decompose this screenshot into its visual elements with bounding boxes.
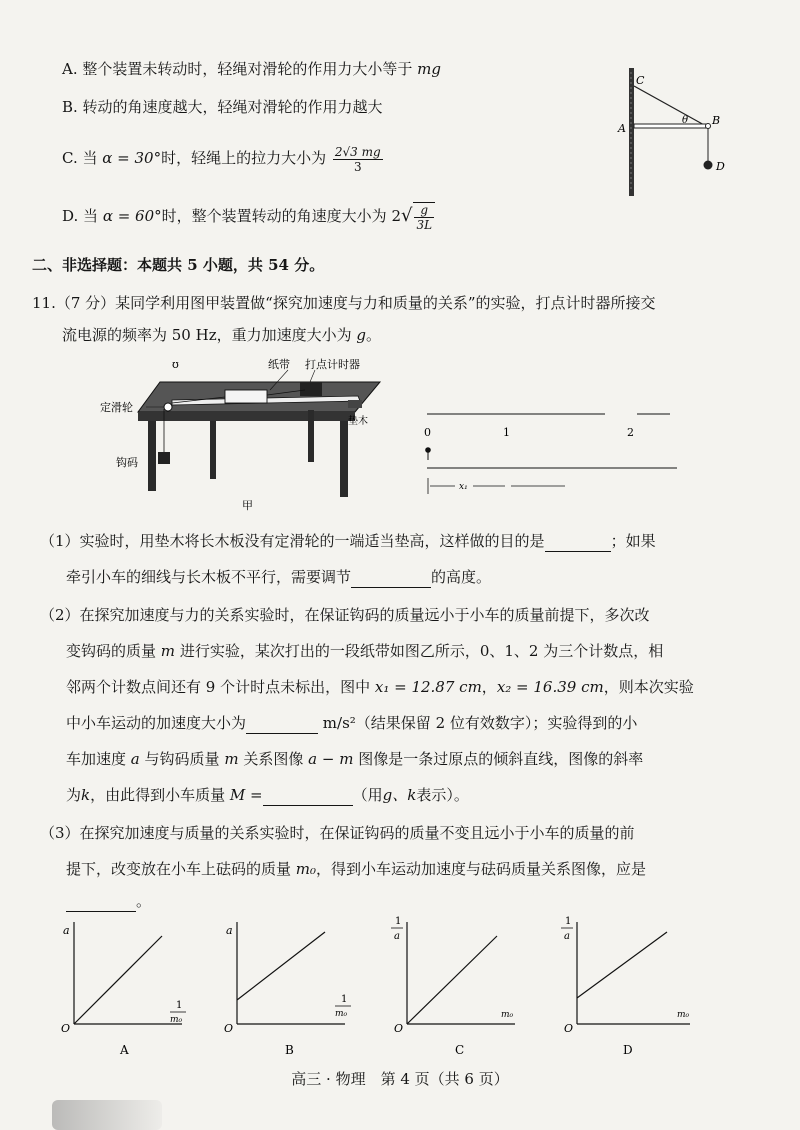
count-point-1: 1: [503, 426, 510, 439]
q11-part2-line6: 为k，由此得到小车质量 M = （用g、k表示）。: [66, 786, 469, 804]
figure-jia-apparatus: [100, 352, 400, 514]
y-axis-label: a: [63, 924, 70, 937]
dot-timer: [300, 382, 322, 396]
q11-part2-line5: 车加速度 a 与钩码质量 m 关系图像 a − m 图像是一条过原点的倾斜直线，图像的斜率: [66, 750, 644, 768]
label-timer: 打点计时器: [305, 358, 360, 371]
label-block: 垫木: [348, 416, 368, 427]
graph-caption-b: B: [285, 1043, 294, 1057]
label-d: D: [716, 160, 725, 173]
graph-line: [407, 936, 497, 1024]
q11-part1-line1: （1）实验时，用垫木将长木板没有定滑轮的一端适当垫高，这样做的目的是 ；如果: [40, 532, 656, 550]
answer-blank-1a[interactable]: [545, 535, 611, 552]
y-axis-label-num: 1: [395, 916, 402, 927]
y-axis-label: a: [226, 924, 233, 937]
q11-stem-line2: 流电源的频率为 50 Hz，重力加速度大小为 g。: [62, 326, 382, 344]
graph-caption-d: D: [623, 1043, 633, 1057]
pulley-b: [706, 124, 711, 129]
option-c-fraction: $\frac{2√3 mg}{3}$: [334, 144, 381, 174]
q11-stem-line1: 11.（7 分）某同学利用图甲装置做“探究加速度与力和质量的关系”的实验，打点计时器所接交: [32, 294, 656, 312]
answer-blank-3[interactable]: [66, 895, 136, 912]
answer-blank-1b[interactable]: [351, 571, 431, 588]
answer-blank-2b[interactable]: [263, 789, 353, 806]
cart: [225, 390, 267, 403]
fig-top-mark: ʊ: [172, 358, 179, 371]
x-axis-label-num: 1: [341, 994, 348, 1005]
option-d-radical: $\frac{g}{3L}$: [413, 202, 435, 232]
x-axis-label: m₀: [501, 1010, 514, 1020]
q11-part2-line4: 中小车运动的加速度大小为 m/s²（结果保留 2 位有效数字）；实验得到的小: [66, 714, 638, 732]
origin-label: O: [61, 1022, 71, 1035]
q11-part3-line1: （3）在探究加速度与质量的关系实验时，在保证钩码的质量不变且远小于小车的质量的前: [40, 824, 635, 842]
ball-d: [704, 161, 713, 170]
table-leg: [210, 421, 216, 479]
q11-part3-line2: 提下，改变放在小车上砝码的质量 m₀，得到小车运动加速度与砝码质量关系图像，应是: [66, 860, 647, 878]
x1-label: x₁: [459, 482, 468, 492]
weight: [158, 452, 170, 464]
graph-d: [555, 912, 700, 1062]
q11-part2-line3: 邻两个计数点间还有 9 个计时点未标出，图中 x₁ = 12.87 cm，x₂ = 16.39 cm，则本次实验: [66, 678, 694, 696]
wood-block: [348, 400, 362, 408]
figure-yi-paper-tape: [415, 398, 690, 498]
figure-caption-jia: 甲: [242, 499, 253, 512]
q11-part2-line1: （2）在探究加速度与力的关系实验时，在保证钩码的质量远小于小车的质量前提下，多次改: [40, 606, 650, 624]
x-axis-label-den: m₀: [170, 1015, 183, 1025]
pulley: [164, 403, 172, 411]
x-axis-label: m₀: [677, 1010, 690, 1020]
origin-label: O: [224, 1022, 234, 1035]
graph-line: [74, 936, 162, 1024]
q11-part3-line3: 。: [66, 890, 151, 912]
q10-figure-rotating-rod: [600, 60, 740, 200]
page-footer: 高三 · 物理 第 4 页（共 6 页）: [291, 1070, 509, 1088]
q11-part1-line2: 牵引小车的细线与长木板不平行，需要调节 的高度。: [66, 568, 492, 586]
horizontal-rod: [634, 124, 706, 128]
graph-line: [577, 932, 667, 998]
graph-caption-a: A: [120, 1043, 129, 1057]
origin-label: O: [394, 1022, 404, 1035]
graph-caption-c: C: [455, 1043, 465, 1057]
y-axis-label-num: 1: [565, 916, 572, 927]
label-pulley: 定滑轮: [100, 401, 133, 414]
origin-label: O: [564, 1022, 574, 1035]
count-point-2: 2: [627, 426, 634, 439]
table-edge: [138, 412, 355, 421]
y-axis-label-den: a: [564, 931, 570, 942]
rope-cb: [634, 86, 706, 126]
y-axis-label-den: a: [394, 931, 400, 942]
q10-option-c: C. 当 α = 30°时，轻绳上的拉力大小为 $\frac{2√3 mg}{3}$: [62, 144, 381, 174]
q10-option-d: D. 当 α = 60°时，整个装置转动的角速度大小为 2√ $\frac{g}{3L}$: [62, 196, 437, 236]
count-point-0: 0: [424, 426, 431, 439]
label-weight: 钩码: [116, 456, 138, 469]
graph-a: [52, 912, 192, 1062]
table-leg: [308, 410, 314, 462]
q10-option-a: A. 整个装置未转动时，轻绳对滑轮的作用力大小等于 mg: [62, 60, 441, 78]
table-leg: [148, 421, 156, 491]
label-a: A: [618, 122, 626, 135]
label-theta: θ: [682, 115, 689, 126]
scan-smudge: [52, 1100, 162, 1130]
graph-line: [237, 932, 325, 1000]
q10-option-b: B. 转动的角速度越大，轻绳对滑轮的作用力越大: [62, 98, 383, 116]
label-c: C: [636, 74, 645, 87]
section-2-heading: 二、非选择题：本题共 5 小题，共 54 分。: [32, 256, 325, 274]
x-axis-label-num: 1: [176, 1000, 183, 1011]
table-leg: [340, 421, 348, 497]
graph-c: [385, 912, 525, 1062]
answer-blank-2a[interactable]: [246, 717, 318, 734]
x-axis-label-den: m₀: [335, 1009, 348, 1019]
label-paper-tape: 纸带: [268, 358, 290, 371]
label-b: B: [712, 114, 721, 127]
q11-part2-line2: 变钩码的质量 m 进行实验，某次打出的一段纸带如图乙所示，0、1、2 为三个计数点，相: [66, 642, 664, 660]
graph-b: [215, 912, 355, 1062]
